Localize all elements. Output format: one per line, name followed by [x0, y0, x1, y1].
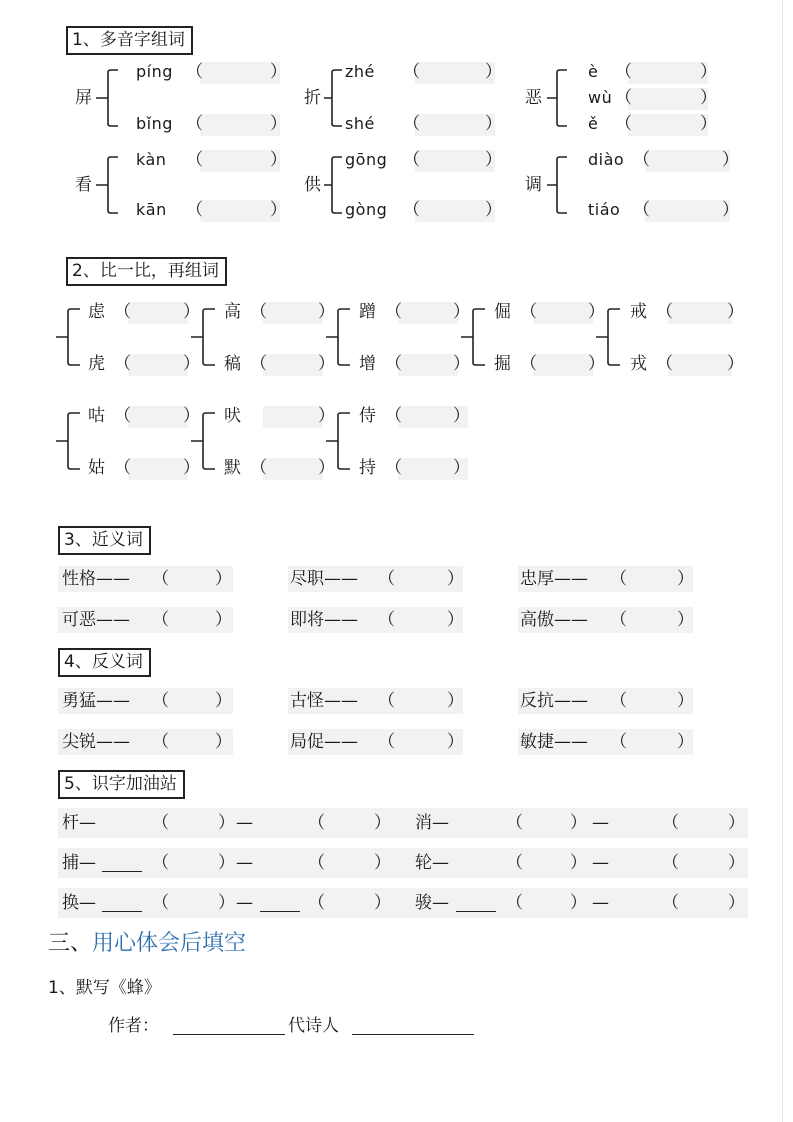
paren-open: （ [610, 569, 627, 589]
compare-char: 稿 [224, 354, 241, 374]
fill-blank[interactable] [260, 911, 300, 912]
paren-close: ） [728, 893, 745, 913]
antonym-prompt: 勇猛—— [62, 691, 130, 711]
paren-open: （ [385, 458, 402, 478]
paren-open: （ [385, 302, 402, 322]
paren-close: ） [270, 150, 287, 170]
synonym-prompt: 可恶—— [62, 610, 130, 630]
compare-char: 默 [224, 458, 241, 478]
paren-open: （ [378, 569, 395, 589]
section-5-title: 5、识字加油站 [58, 770, 185, 799]
paren-close: ） [447, 569, 464, 589]
paren-open: （ [152, 853, 169, 873]
paren-close: ） [270, 62, 287, 82]
paren-close: ） [318, 354, 335, 374]
paren-close: ） [570, 853, 587, 873]
answer-box[interactable] [415, 114, 495, 136]
paren-open: （ [615, 62, 632, 82]
brace-icon [545, 153, 585, 217]
paren-close: ） [485, 150, 502, 170]
fill-blank[interactable] [102, 911, 142, 912]
pinyin: è [588, 62, 599, 81]
paren-open: （ [152, 813, 169, 833]
answer-box[interactable] [668, 354, 732, 376]
synonym-prompt: 高傲—— [520, 610, 588, 630]
paren-open: （ [186, 200, 203, 220]
compare-char: 虑 [88, 302, 105, 322]
paren-open: （ [520, 354, 537, 374]
compare-char: 咕 [88, 406, 105, 426]
paren-open: （ [308, 893, 325, 913]
paren-open: （ [152, 691, 169, 711]
paren-open: （ [633, 150, 650, 170]
paren-close: ） [727, 302, 744, 322]
answer-box[interactable] [263, 354, 323, 376]
answer-box[interactable] [128, 354, 188, 376]
answer-box[interactable] [628, 114, 708, 136]
compare-char: 倔 [494, 302, 511, 322]
answer-box[interactable] [533, 302, 593, 324]
paren-close: ） [453, 354, 470, 374]
paren-open: （ [152, 610, 169, 630]
compare-char: 戒 [630, 302, 647, 322]
antonym-prompt: 敏捷—— [520, 732, 588, 752]
dash: — [236, 813, 253, 833]
paren-close: ） [677, 691, 694, 711]
paren-open: （ [506, 893, 523, 913]
compare-char: 高 [224, 302, 241, 322]
paren-open: （ [308, 813, 325, 833]
pinyin: shé [345, 114, 375, 133]
paren-open: （ [633, 200, 650, 220]
paren-close: ） [570, 813, 587, 833]
paren-open: （ [662, 853, 679, 873]
paren-open: （ [152, 732, 169, 752]
dash: — [236, 893, 253, 913]
paren-close: ） [374, 853, 391, 873]
paren-open: （ [610, 610, 627, 630]
paren-open: （ [520, 302, 537, 322]
compare-char: 增 [359, 354, 376, 374]
paren-close: ） [677, 569, 694, 589]
answer-box[interactable] [200, 200, 280, 222]
paren-close: ） [447, 610, 464, 630]
paren-close: ） [218, 813, 235, 833]
answer-box[interactable] [128, 458, 188, 480]
paren-close: ） [677, 610, 694, 630]
paren-open: （ [662, 813, 679, 833]
word-root: 轮— [415, 853, 449, 873]
brace-icon [191, 305, 225, 369]
pinyin: tiáo [588, 200, 621, 219]
paren-close: ） [677, 732, 694, 752]
paren-open: （ [403, 150, 420, 170]
word-root: 消— [415, 813, 449, 833]
answer-box[interactable] [415, 62, 495, 84]
paren-open: （ [506, 813, 523, 833]
brace-icon [461, 305, 495, 369]
antonym-prompt: 尖锐—— [62, 732, 130, 752]
antonym-prompt: 古怪—— [290, 691, 358, 711]
paren-close: ） [183, 302, 200, 322]
paren-open: （ [662, 893, 679, 913]
paren-open: （ [506, 853, 523, 873]
answer-box[interactable] [128, 302, 188, 324]
polyphone-char: 供 [304, 175, 321, 195]
dash: — [236, 853, 253, 873]
answer-box[interactable] [398, 354, 458, 376]
section-2-title: 2、比一比，再组词 [66, 257, 227, 286]
brace-icon [545, 66, 585, 130]
question-1: 1、默写《蜂》 [48, 978, 161, 998]
fill-blank[interactable] [456, 911, 496, 912]
compare-char: 吠 [224, 406, 241, 426]
polyphone-char: 恶 [525, 88, 542, 108]
era-label: 代诗人 [288, 1016, 339, 1036]
answer-box[interactable] [415, 200, 495, 222]
pinyin: gōng [345, 150, 388, 169]
paren-open: （ [615, 88, 632, 108]
answer-box[interactable] [263, 458, 323, 480]
answer-box[interactable] [628, 88, 708, 110]
word-root: 换— [62, 893, 96, 913]
brace-icon [596, 305, 630, 369]
answer-box[interactable] [263, 406, 323, 428]
pinyin: kàn [136, 150, 167, 169]
paren-close: ） [215, 732, 232, 752]
paren-open: （ [403, 114, 420, 134]
paren-close: ） [728, 853, 745, 873]
dash: — [592, 853, 609, 873]
paren-close: ） [700, 62, 717, 82]
word-root: 杆— [62, 813, 96, 833]
answer-box[interactable] [645, 150, 730, 172]
antonym-prompt: 局促—— [290, 732, 358, 752]
pinyin: píng [136, 62, 173, 81]
compare-char: 掘 [494, 354, 511, 374]
compare-char: 侍 [359, 406, 376, 426]
paren-close: ） [727, 354, 744, 374]
word-root: 骏— [415, 893, 449, 913]
paren-open: （ [114, 458, 131, 478]
paren-open: （ [114, 406, 131, 426]
paren-close: ） [218, 893, 235, 913]
paren-open: （ [250, 354, 267, 374]
paren-open: （ [385, 406, 402, 426]
paren-close: ） [485, 114, 502, 134]
brace-icon [326, 305, 360, 369]
section-3-title: 3、近义词 [58, 526, 151, 555]
brace-icon [56, 305, 90, 369]
author-label: 作者： [108, 1016, 159, 1036]
polyphone-char: 折 [304, 88, 321, 108]
paren-open: （ [610, 691, 627, 711]
paren-open: （ [186, 114, 203, 134]
synonym-prompt: 尽职—— [290, 569, 358, 589]
paren-close: ） [270, 114, 287, 134]
paren-open: （ [186, 62, 203, 82]
pinyin: kān [136, 200, 167, 219]
paren-close: ） [700, 88, 717, 108]
paren-open: （ [308, 853, 325, 873]
paren-open: （ [378, 732, 395, 752]
polyphone-char: 屏 [75, 88, 92, 108]
dash: — [592, 813, 609, 833]
era-blank[interactable] [352, 1034, 474, 1035]
paren-close: ） [374, 813, 391, 833]
paren-close: ） [218, 853, 235, 873]
paren-close: ） [453, 302, 470, 322]
answer-box[interactable] [668, 302, 732, 324]
answer-box[interactable] [263, 302, 323, 324]
paren-close: ） [183, 458, 200, 478]
fill-blank[interactable] [102, 871, 142, 872]
pinyin: diào [588, 150, 625, 169]
paren-close: ） [183, 354, 200, 374]
paren-open: （ [610, 732, 627, 752]
paren-open: （ [656, 354, 673, 374]
polyphone-char: 调 [525, 175, 542, 195]
synonym-prompt: 性格—— [62, 569, 130, 589]
paren-close: ） [588, 354, 605, 374]
answer-box[interactable] [533, 354, 593, 376]
compare-char: 蹭 [359, 302, 376, 322]
paren-close: ） [447, 732, 464, 752]
pinyin: zhé [345, 62, 375, 81]
answer-box[interactable] [645, 200, 730, 222]
paren-open: （ [250, 302, 267, 322]
paren-close: ） [374, 893, 391, 913]
paren-close: ） [570, 893, 587, 913]
paren-close: ） [318, 458, 335, 478]
page-edge-line [782, 0, 783, 1122]
paren-close: ） [722, 200, 739, 220]
paren-close: ） [485, 200, 502, 220]
pinyin: wù [588, 88, 613, 107]
answer-box[interactable] [628, 62, 708, 84]
synonym-prompt: 即将—— [290, 610, 358, 630]
synonym-prompt: 忠厚—— [520, 569, 588, 589]
brace-icon [191, 409, 225, 473]
paren-close: ） [318, 406, 335, 426]
compare-char: 虎 [88, 354, 105, 374]
answer-box[interactable] [128, 406, 188, 428]
pinyin: gòng [345, 200, 388, 219]
paren-open: （ [152, 893, 169, 913]
paren-close: ） [722, 150, 739, 170]
compare-char: 戎 [630, 354, 647, 374]
paren-close: ） [215, 610, 232, 630]
answer-box[interactable] [200, 114, 280, 136]
paren-open: （ [378, 610, 395, 630]
paren-close: ） [453, 458, 470, 478]
paren-open: （ [656, 302, 673, 322]
paren-open: （ [250, 458, 267, 478]
paren-close: ） [318, 302, 335, 322]
paren-close: ） [270, 200, 287, 220]
paren-open: （ [114, 354, 131, 374]
paren-close: ） [453, 406, 470, 426]
paren-open: （ [385, 354, 402, 374]
author-blank[interactable] [173, 1034, 285, 1035]
part-3-number: 三、 [48, 931, 93, 956]
part-3-title: 用心体会后填空 [92, 931, 247, 956]
answer-box[interactable] [415, 150, 495, 172]
word-root: 捕— [62, 853, 96, 873]
antonym-prompt: 反抗—— [520, 691, 588, 711]
polyphone-char: 看 [75, 175, 92, 195]
dash: — [592, 893, 609, 913]
paren-close: ） [700, 114, 717, 134]
paren-open: （ [114, 302, 131, 322]
compare-char: 姑 [88, 458, 105, 478]
pinyin: ě [588, 114, 599, 133]
section-4-title: 4、反义词 [58, 648, 151, 677]
section-1-title: 1、多音字组词 [66, 26, 193, 55]
answer-box[interactable] [200, 62, 280, 84]
paren-open: （ [615, 114, 632, 134]
paren-close: ） [728, 813, 745, 833]
brace-icon [94, 153, 134, 217]
paren-close: ） [485, 62, 502, 82]
paren-open: （ [152, 569, 169, 589]
paren-close: ） [447, 691, 464, 711]
paren-open: （ [403, 200, 420, 220]
paren-close: ） [215, 569, 232, 589]
brace-icon [94, 66, 134, 130]
pinyin: bǐng [136, 114, 173, 133]
paren-open: （ [403, 62, 420, 82]
brace-icon [326, 409, 360, 473]
paren-close: ） [215, 691, 232, 711]
compare-char: 持 [359, 458, 376, 478]
brace-icon [56, 409, 90, 473]
answer-box[interactable] [200, 150, 280, 172]
paren-open: （ [378, 691, 395, 711]
answer-box[interactable] [398, 302, 458, 324]
part-3-heading [48, 930, 246, 958]
paren-open: （ [186, 150, 203, 170]
paren-close: ） [588, 302, 605, 322]
paren-close: ） [183, 406, 200, 426]
